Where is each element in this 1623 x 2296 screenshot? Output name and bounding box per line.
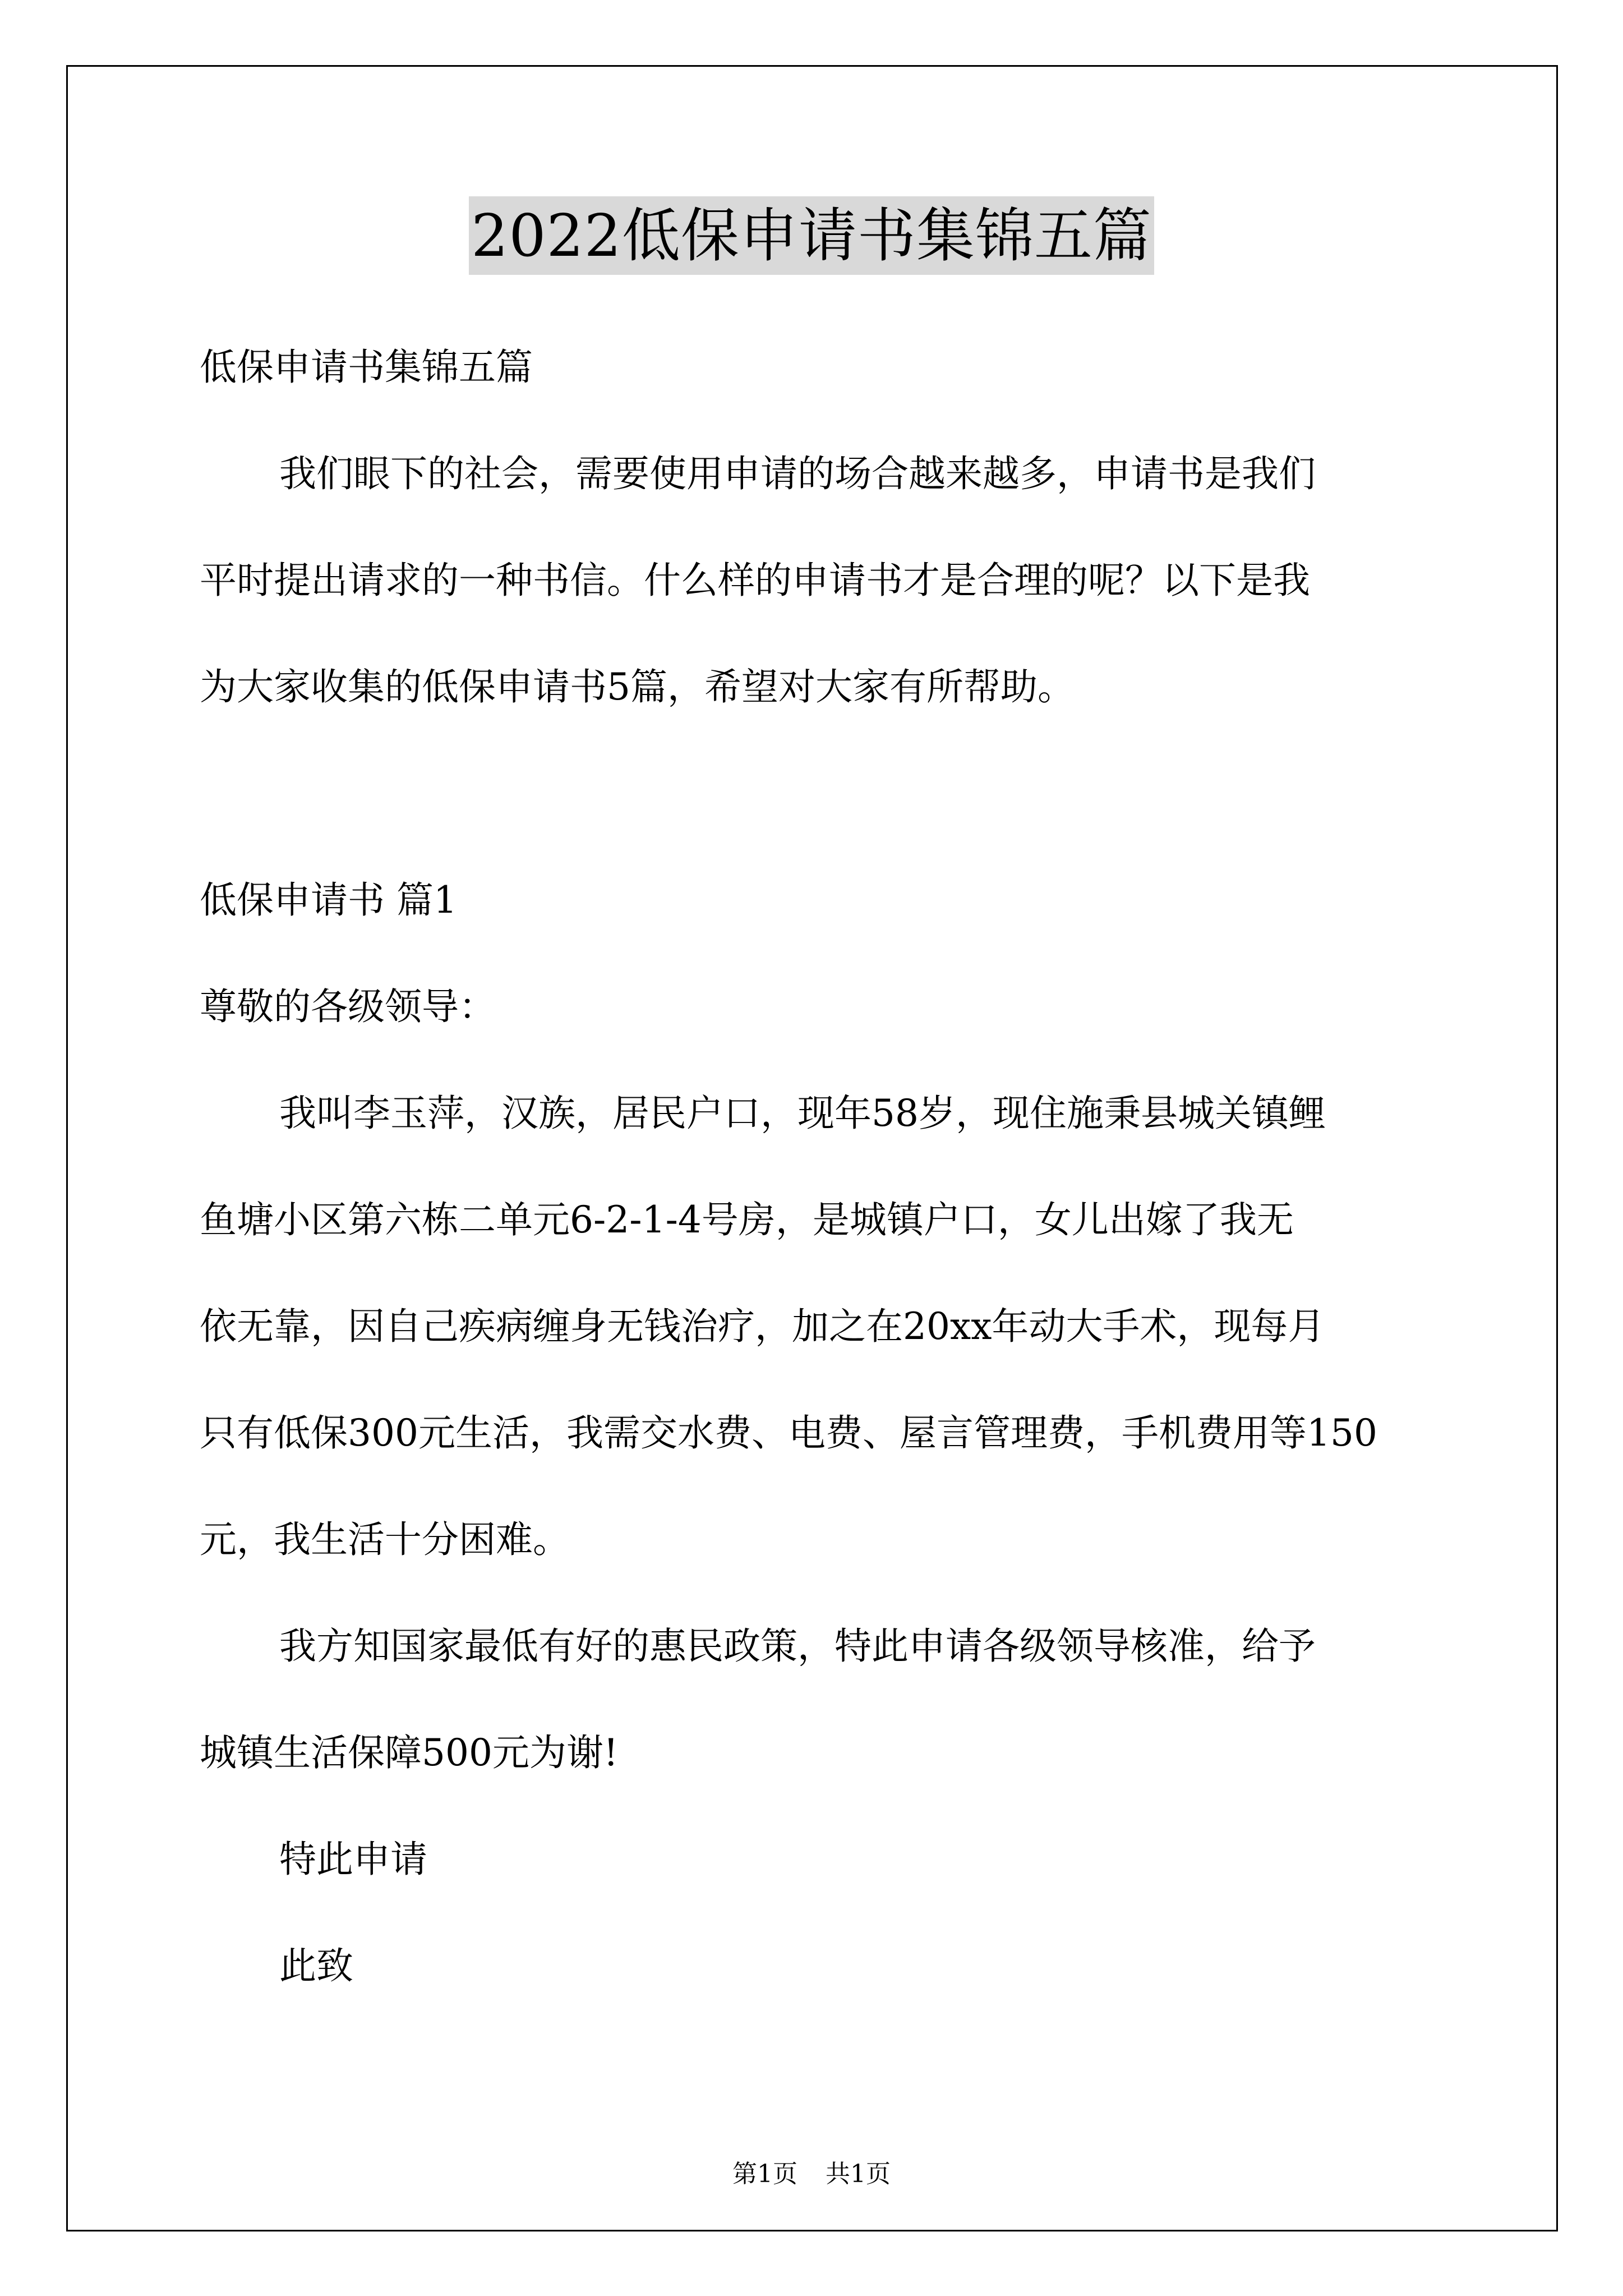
page-footer — [0, 2157, 1623, 2191]
paragraph-line: 为大家收集的低保申请书5篇，希望对大家有所帮助。 — [200, 665, 1075, 708]
document-title: 2022低保申请书集锦五篇 — [469, 196, 1154, 275]
paragraph-line: 低保申请书集锦五篇 — [200, 346, 533, 389]
paragraph-line: 城镇生活保障500元为谢! — [200, 1731, 619, 1774]
title-container — [0, 196, 1623, 275]
section-heading: 低保申请书 篇1 — [200, 878, 457, 922]
paragraph-line: 我们眼下的社会，需要使用申请的场合越来越多，申请书是我们 — [279, 452, 1316, 495]
page-total: 共1页 — [826, 2160, 891, 2188]
blank-line — [200, 740, 1445, 847]
paragraph-line: 依无靠，因自己疾病缠身无钱治疗，加之在20xx年动大手术，现每月 — [200, 1305, 1325, 1348]
page-number: 第1页 — [732, 2160, 797, 2188]
closing-line: 此致 — [279, 1944, 353, 1987]
document-body — [200, 314, 1445, 2019]
paragraph-line: 我叫李玉萍，汉族，居民户口，现年58岁，现住施秉县城关镇鲤 — [279, 1092, 1326, 1135]
paragraph-line: 平时提出请求的一种书信。什么样的申请书才是合理的呢？以下是我 — [200, 559, 1310, 602]
paragraph-line: 只有低保300元生活，我需交水费、电费、屋言管理费，手机费用等150 — [200, 1411, 1377, 1455]
salutation: 尊敬的各级领导： — [200, 985, 496, 1028]
paragraph-line: 元，我生活十分困难。 — [200, 1518, 570, 1561]
closing-line: 特此申请 — [279, 1838, 427, 1881]
paragraph-line: 我方知国家最低有好的惠民政策，特此申请各级领导核准，给予 — [279, 1625, 1316, 1668]
paragraph-line: 鱼塘小区第六栋二单元6-2-1-4号房，是城镇户口，女儿出嫁了我无 — [200, 1198, 1294, 1241]
